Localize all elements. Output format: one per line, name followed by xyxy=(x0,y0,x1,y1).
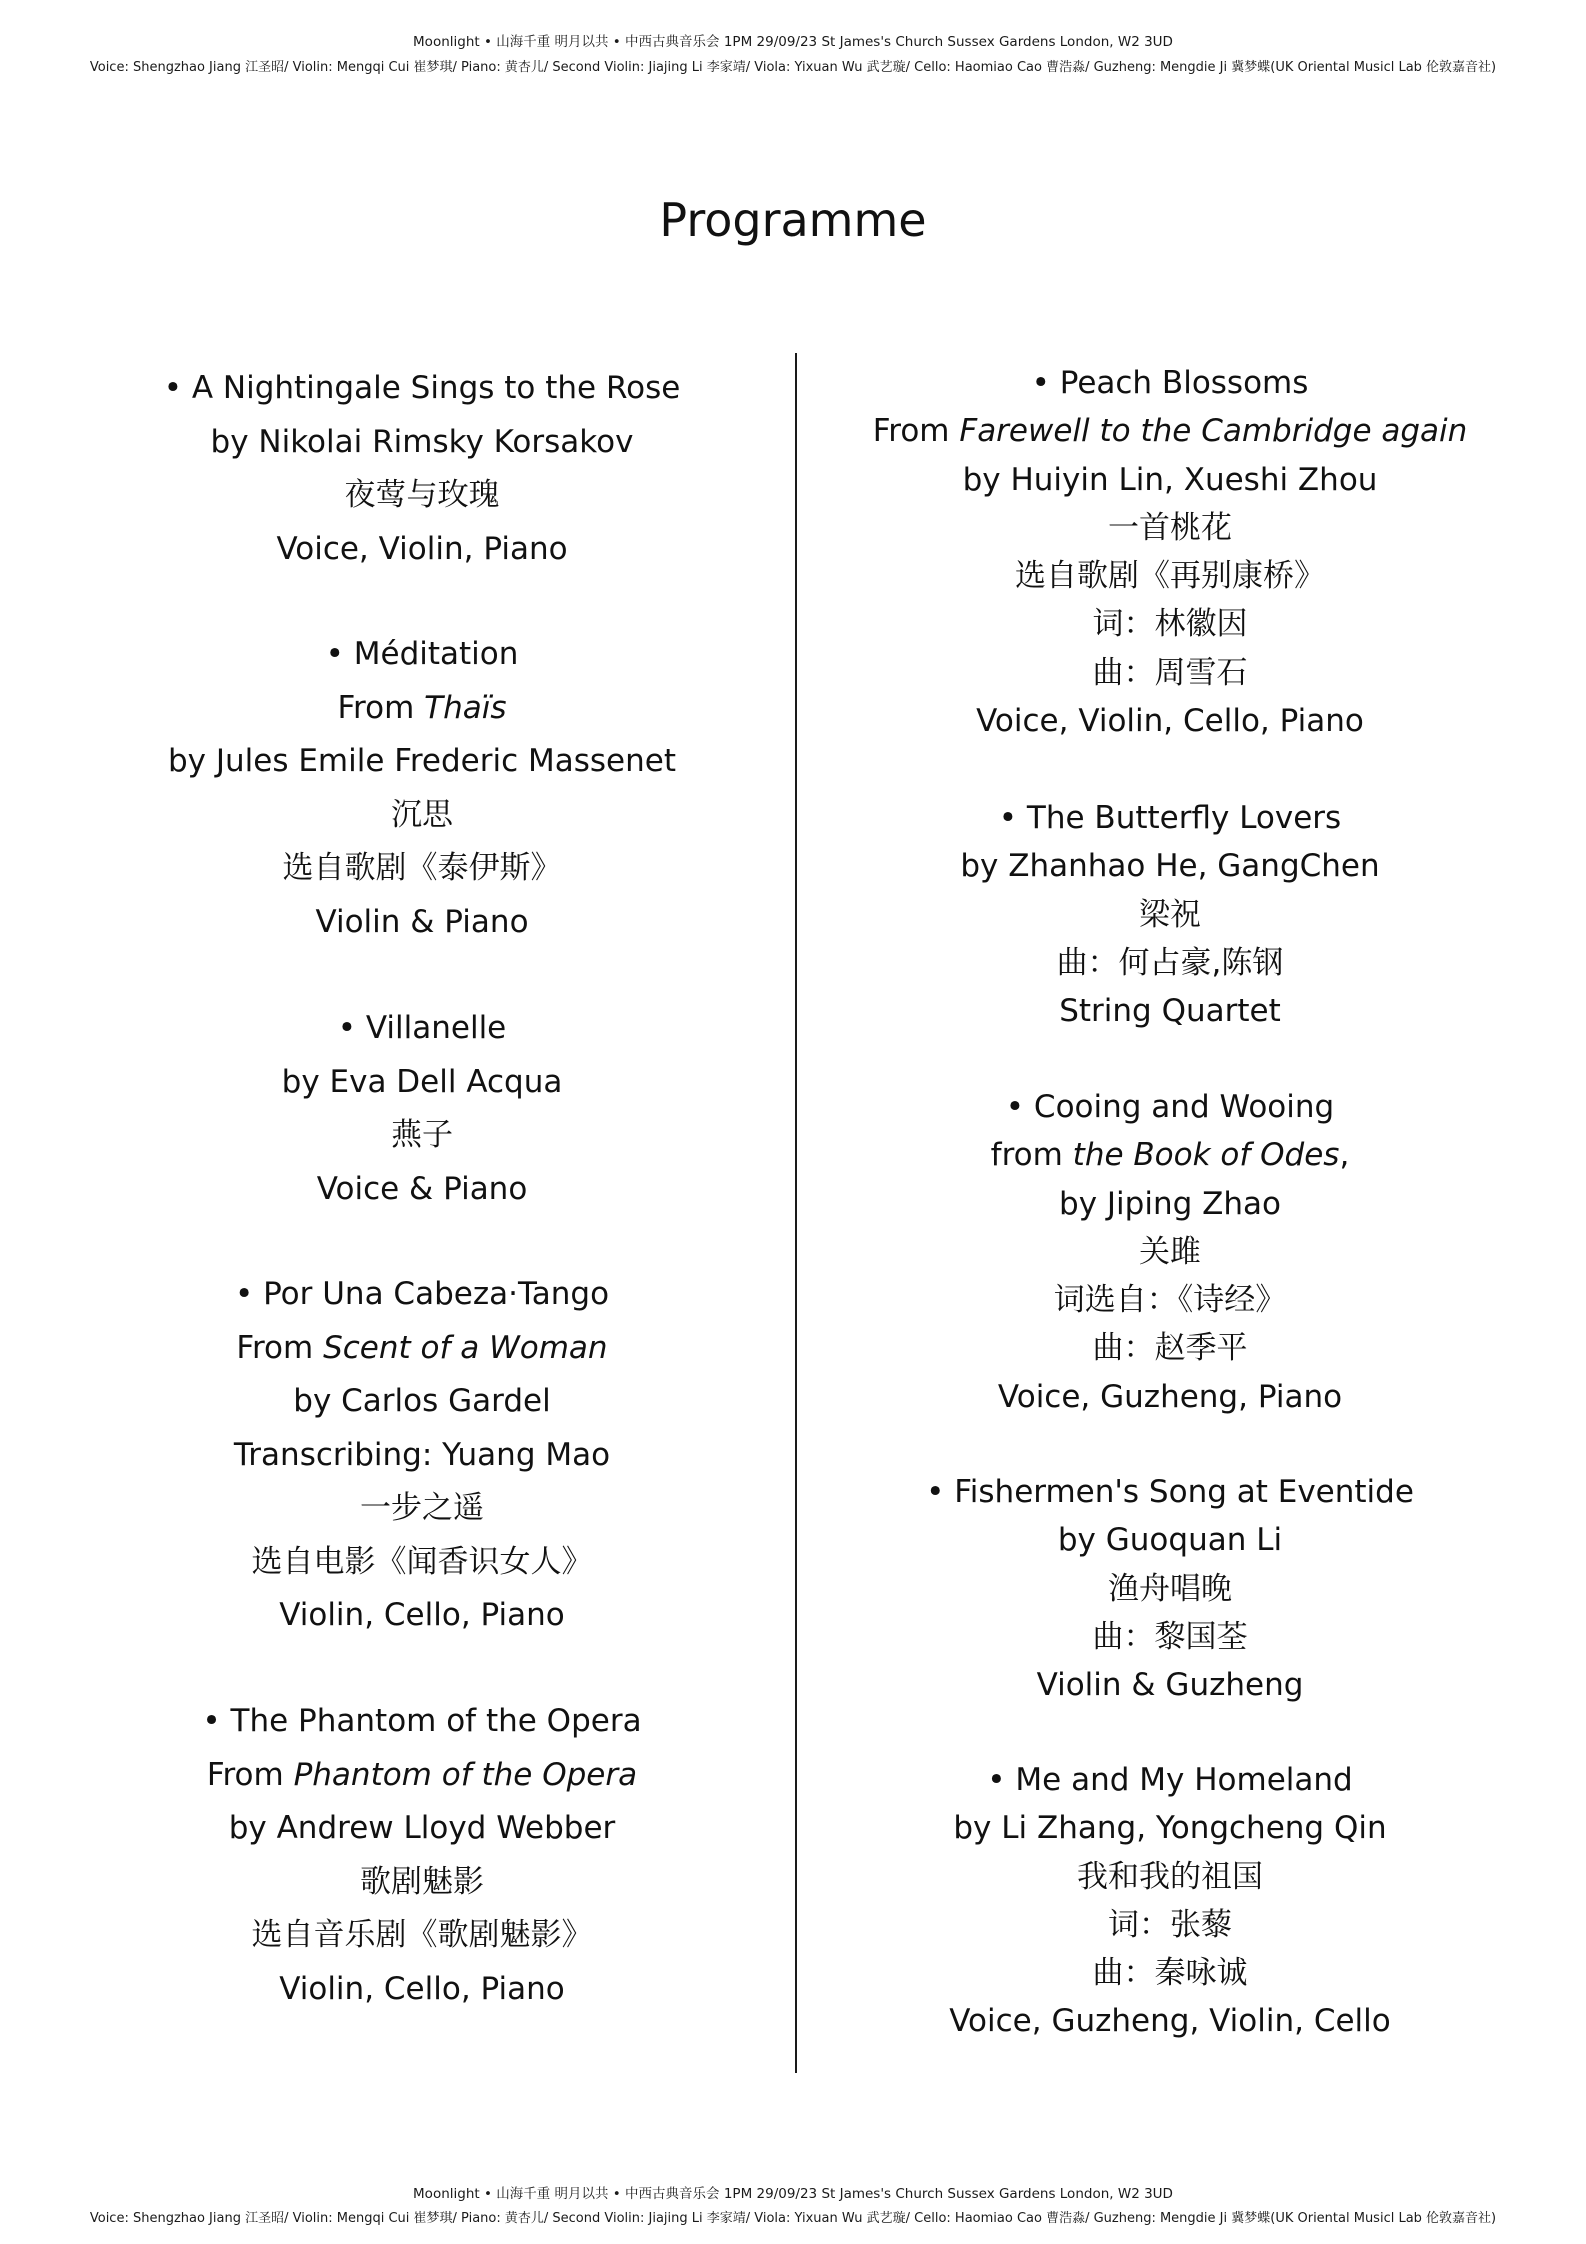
piece-source xyxy=(62,682,782,736)
programme-item xyxy=(810,1083,1530,1421)
piece-instruments: Violin, Cello, Piano xyxy=(279,1970,565,2007)
source-prefix: From xyxy=(236,1329,324,1366)
piece-chinese-title: 夜莺与玫瑰 xyxy=(344,477,500,513)
piece-chinese-title: 一步之遥 xyxy=(360,1490,484,1526)
piece-title: • Peach Blossoms xyxy=(1031,365,1309,401)
source-work: Farewell to the Cambridge again xyxy=(959,413,1468,450)
piece-instruments: Voice, Violin, Piano xyxy=(276,530,568,567)
piece-title: • Por Una Cabeza·Tango xyxy=(234,1276,610,1312)
programme-item xyxy=(810,1468,1530,1709)
piece-lyricist: 词：张藜 xyxy=(1108,1906,1232,1943)
source-prefix: From xyxy=(206,1756,294,1793)
piece-source xyxy=(62,1322,782,1376)
piece-composer: by Huiyin Lin, Xueshi Zhou xyxy=(962,461,1378,498)
piece-chinese-title: 渔舟唱晚 xyxy=(1108,1570,1232,1607)
piece-chinese-title: 关雎 xyxy=(1139,1233,1201,1270)
piece-chinese-source: 选自歌剧《泰伊斯》 xyxy=(282,850,562,886)
piece-composer: by Andrew Lloyd Webber xyxy=(228,1810,616,1846)
piece-composer: by Eva Dell Acqua xyxy=(281,1063,563,1100)
piece-composer: by Guoquan Li xyxy=(1057,1522,1283,1559)
programme-item xyxy=(810,794,1530,1035)
piece-instruments: Voice & Piano xyxy=(316,1170,528,1207)
piece-title: • Villanelle xyxy=(337,1010,507,1046)
piece-title: • Cooing and Wooing xyxy=(1005,1089,1335,1125)
source-prefix: From xyxy=(872,413,960,450)
piece-chinese-source: 选自电影《闻香识女人》 xyxy=(251,1543,593,1580)
piece-music-composer: 曲：秦咏诚 xyxy=(1092,1955,1248,1992)
piece-chinese-title: 沉思 xyxy=(391,796,453,833)
footer-event-line: Moonlight • 山海千重 明月以共 • 中西古典音乐会 1PM 29/09/23 St James's Church Sussex Gardens London, W2 3UD xyxy=(413,2186,1173,2202)
piece-source xyxy=(810,407,1530,455)
source-prefix: from xyxy=(990,1137,1073,1174)
piece-instruments: Violin, Cello, Piano xyxy=(279,1597,565,1633)
source-work: Thaïs xyxy=(424,689,507,726)
piece-title: • Méditation xyxy=(325,636,519,672)
piece-chinese-source: 选自音乐剧《歌剧魅影》 xyxy=(251,1917,593,1953)
piece-source xyxy=(810,1131,1530,1179)
source-prefix: From xyxy=(337,689,425,726)
programme-item xyxy=(810,1756,1530,2046)
piece-instruments: Violin & Guzheng xyxy=(1036,1667,1304,1704)
source-work: Scent of a Woman xyxy=(323,1329,608,1366)
piece-composer: by Jiping Zhao xyxy=(1059,1185,1281,1222)
piece-composer: by Nikolai Rimsky Korsakov xyxy=(210,423,634,460)
piece-chinese-title: 梁祝 xyxy=(1139,896,1201,933)
piece-chinese-title: 燕子 xyxy=(391,1117,453,1153)
header-credits-line: Voice: Shengzhao Jiang 江圣昭/ Violin: Mengqi Cui 崔梦琪/ Piano: 黄杏儿/ Second Violin: Jiajing Li 李家靖/ Viola: Yixuan Wu 武艺璇/ Cello: Haomiao Cao 曹浩淼/ Guzheng: Mengdie Ji 冀梦蝶(UK Oriental Musicl Lab 伦敦嘉音社) xyxy=(89,60,1497,75)
piece-title: • The Phantom of the Opera xyxy=(202,1703,642,1739)
piece-composer: by Li Zhang, Yongcheng Qin xyxy=(953,1810,1387,1847)
programme-item xyxy=(62,362,782,576)
piece-transcriber: Transcribing: Yuang Mao xyxy=(233,1436,611,1473)
programme-item xyxy=(62,1002,782,1216)
piece-composer: by Zhanhao He, GangChen xyxy=(960,848,1380,885)
source-work: the Book of Odes xyxy=(1072,1137,1340,1174)
piece-instruments: String Quartet xyxy=(1059,993,1281,1030)
column-divider xyxy=(795,353,797,2073)
piece-title: • The Butterfly Lovers xyxy=(998,800,1342,836)
piece-chinese-title: 我和我的祖国 xyxy=(1077,1858,1263,1895)
source-suffix: , xyxy=(1339,1137,1350,1174)
piece-title: • Me and My Homeland xyxy=(987,1762,1353,1798)
piece-composer: by Jules Emile Frederic Massenet xyxy=(167,743,676,779)
piece-instruments: Voice, Guzheng, Piano xyxy=(997,1378,1343,1415)
page-title: Programme xyxy=(659,193,927,247)
piece-lyricist: 词：林徽因 xyxy=(1092,606,1248,643)
piece-chinese-source: 选自歌剧《再别康桥》 xyxy=(1015,558,1325,595)
piece-instruments: Voice, Violin, Cello, Piano xyxy=(976,703,1364,740)
piece-source xyxy=(62,1749,782,1803)
piece-music-composer: 曲：黎国荃 xyxy=(1092,1618,1248,1655)
piece-instruments: Violin & Piano xyxy=(315,903,529,940)
programme-item xyxy=(62,1695,782,2016)
piece-lyricist: 词选自：《诗经》 xyxy=(1053,1282,1287,1319)
header-event-line: Moonlight • 山海千重 明月以共 • 中西古典音乐会 1PM 29/09/23 St James's Church Sussex Gardens London, W2 3UD xyxy=(413,34,1173,50)
piece-instruments: Voice, Guzheng, Violin, Cello xyxy=(949,2003,1391,2040)
piece-music-composer: 曲：赵季平 xyxy=(1092,1330,1248,1367)
piece-title: • Fishermen's Song at Eventide xyxy=(926,1474,1414,1510)
programme-item xyxy=(810,359,1530,745)
piece-chinese-title: 一首桃花 xyxy=(1108,509,1232,546)
piece-title: • A Nightingale Sings to the Rose xyxy=(163,370,681,406)
piece-composer: by Carlos Gardel xyxy=(293,1383,551,1419)
piece-music-composer: 曲：何占豪,陈钢 xyxy=(1056,944,1284,981)
footer-credits-line: Voice: Shengzhao Jiang 江圣昭/ Violin: Mengqi Cui 崔梦琪/ Piano: 黄杏儿/ Second Violin: Jiajing Li 李家靖/ Viola: Yixuan Wu 武艺璇/ Cello: Haomiao Cao 曹浩淼/ Guzheng: Mengdie Ji 冀梦蝶(UK Oriental Musicl Lab 伦敦嘉音社) xyxy=(89,2211,1497,2226)
programme-item xyxy=(62,1268,782,1643)
piece-music-composer: 曲：周雪石 xyxy=(1092,654,1248,691)
source-work: Phantom of the Opera xyxy=(293,1756,638,1793)
piece-chinese-title: 歌剧魅影 xyxy=(360,1863,484,1900)
programme-item xyxy=(62,628,782,949)
